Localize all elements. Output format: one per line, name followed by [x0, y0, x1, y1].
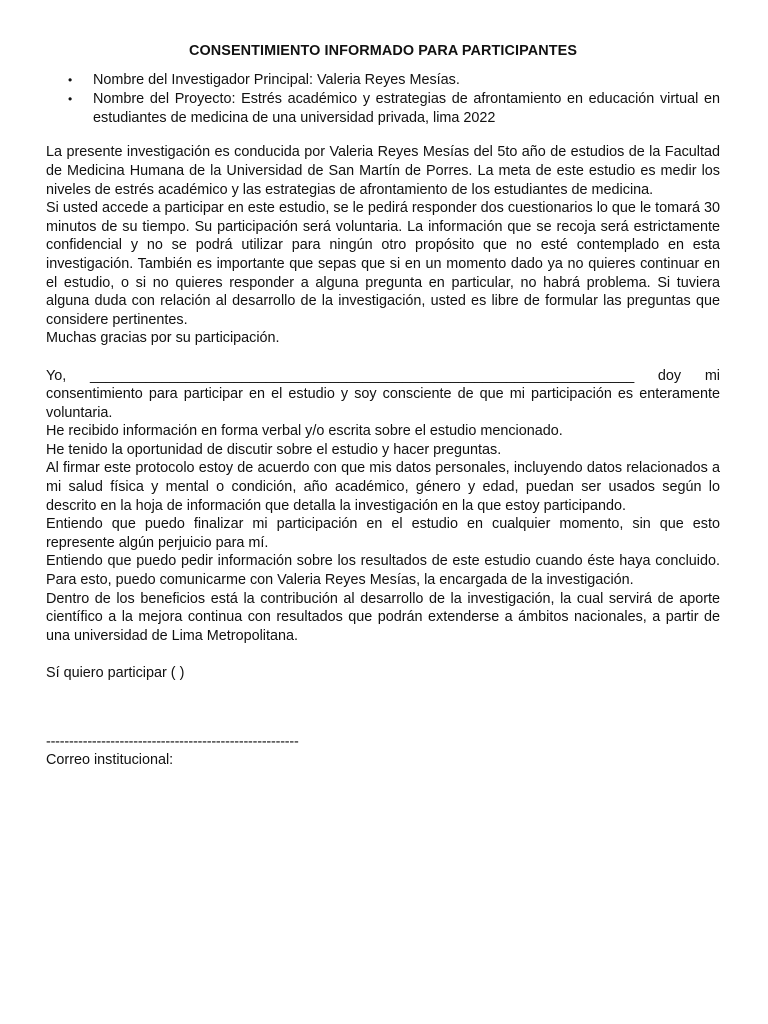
- statement-discussion: He tenido la oportunidad de discutir sobre el estudio y hacer preguntas.: [46, 441, 502, 458]
- list-item: [46, 71, 720, 90]
- participation-paragraph: Si usted accede a participar en este estudio, se le pedirá responder dos cuestionarios lo que le tomará 30 minutos de su tiempo. Su participación será voluntaria. La información que se recoja será estrictamente confidencial y no se podrá utilizar para ningún otro propósito que no esté contemplado en esta investigación. También es importante que sepas que si en un momento dado ya no quieres continuar en el estudio, o si no quieres responder a alguna pregunta en particular, no habrá problema. Si tuviera alguna duda con relación al desarrollo de la investigación, usted es libre de formular las preguntas que considere pertinentes.: [46, 200, 720, 328]
- statement-results: Entiendo que puedo pedir información sobre los resultados de este estudio cuando éste haya concluido. Para esto, puedo comunicarme con Valeria Reyes Mesías, la encargada de la investigación.: [46, 553, 720, 589]
- statement-personal-data: Al firmar este protocolo estoy de acuerdo con que mis datos personales, incluyendo datos relacionados a mi salud física y mental o condición, año académico, género y edad, puedan ser usados según lo descrito en la hoja de información que detalla la investigación en la que estoy participando.: [46, 460, 720, 514]
- spacer: [46, 348, 720, 367]
- statement-benefits: Dentro de los beneficios está la contribución al desarrollo de la investigación, la cual servirá de aporte científico a la mejora continua con resultados que podrán extenderse a ámbitos nacionales, a partir de una universidad de Lima Metropolitana.: [46, 590, 720, 644]
- investigator-name: Nombre del Investigador Principal: Valeria Reyes Mesías.: [93, 71, 460, 88]
- consent-statement: consentimiento para participar en el estudio y soy consciente de que mi participación es enteramente voluntaria.: [46, 386, 720, 421]
- document-title: CONSENTIMIENTO INFORMADO PARA PARTICIPANTES: [188, 43, 578, 59]
- email-label: Correo institucional:: [46, 752, 174, 769]
- agree-checkbox-text[interactable]: Sí quiero participar ( ): [46, 665, 185, 681]
- signature-line: -------------------------------------------------------: [46, 733, 299, 750]
- project-info-list: [46, 71, 720, 128]
- bullet-icon: •: [68, 92, 73, 107]
- spacer: [46, 645, 720, 664]
- bullet-icon: •: [68, 72, 73, 87]
- list-item: [46, 90, 720, 127]
- consent-name-line[interactable]: Yo, ____________________________________________________________________ doy mi: [46, 367, 720, 384]
- project-name: Nombre del Proyecto: Estrés académico y estrategias de afrontamiento en educación virtual en estudiantes de medicina de una universidad privada, lima 2022: [93, 91, 720, 126]
- consent-document: [46, 42, 720, 770]
- statement-info-received: He recibido información en forma verbal y/o escrita sobre el estudio mencionado.: [46, 423, 563, 440]
- statement-withdraw: Entiendo que puedo finalizar mi participación en el estudio en cualquier momento, sin que esto represente algún perjuicio para mí.: [46, 516, 720, 551]
- intro-paragraph: La presente investigación es conducida por Valeria Reyes Mesías del 5to año de estudios de la Facultad de Medicina Humana de la Universidad de San Martín de Porres. La meta de este estudio es medir los niveles de estrés académico y las estrategias de afrontamiento de los estudiantes de medicina.: [46, 144, 720, 198]
- thanks-text: Muchas gracias por su participación.: [46, 330, 280, 347]
